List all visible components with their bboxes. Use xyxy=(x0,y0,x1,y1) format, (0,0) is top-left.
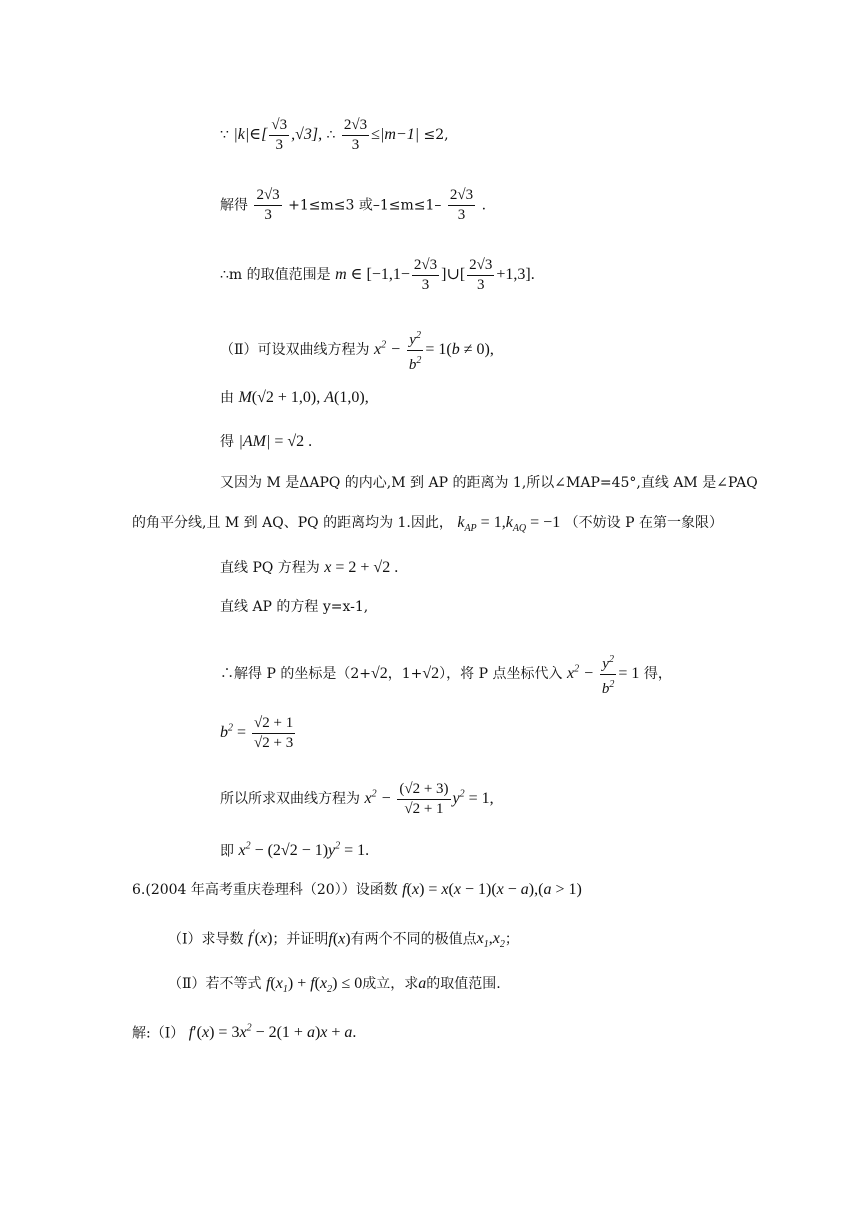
line-pq xyxy=(220,560,398,576)
line-text: ），将 P 点坐标代入 xyxy=(439,666,563,683)
formula-m-set: m ∈ [−1,1− $\frac{2√3}{3}$ ]∪[ $\frac{2√3}{3}$ +1,3]. xyxy=(335,257,535,293)
line-text: ∴m 的取值范围是 xyxy=(220,267,331,284)
line-text: 即 xyxy=(220,843,234,860)
formula-hyperbola-sub: $x^2$ − $\frac{y^2}{b^2}$ = 1 xyxy=(567,665,639,682)
formula-derivative: $f'(x) = 3x^2 - 2(1 + a)x + a$. xyxy=(188,1023,357,1042)
formula-result: $x^2$ − $\frac{(√2 + 3)}{√2 + 1}$ $y^2 = 1$, xyxy=(364,781,494,817)
line-ap xyxy=(220,600,368,614)
line-text: 得， xyxy=(643,666,672,683)
solution-line xyxy=(132,1024,356,1041)
line-text: （Ⅱ）若不等式 xyxy=(168,976,262,992)
formula-fprime: f′(x) xyxy=(247,929,273,948)
line-p-coords xyxy=(220,650,672,699)
line-m-range xyxy=(220,256,535,295)
line-b-squared xyxy=(220,714,297,753)
therefore-symbol: ∴ xyxy=(326,127,336,144)
formula-f: f(x) xyxy=(328,930,351,948)
line-text: ≤2, xyxy=(423,127,449,144)
formula-x1x2: $x_1,x_2$ xyxy=(476,930,505,951)
formula-k-range: |k|∈[ $\frac{√3}{3}$ ,√3], xyxy=(233,117,323,153)
line-text: 成立，求 xyxy=(362,976,419,992)
fraction: $\frac{2√3}{3}$ xyxy=(256,187,280,223)
question-6 xyxy=(132,882,582,898)
formula-m-ineq: $\frac{2√3}{3}$ ≤|m−1| xyxy=(343,117,420,153)
line-text: 由 xyxy=(220,390,234,406)
line-result xyxy=(220,780,494,819)
formula-f: f(x) = x(x − 1)(x − a),(a > 1) xyxy=(402,881,582,898)
formula-sqrt2: √2 xyxy=(370,665,388,683)
line-text: 有两个不同的极值点 xyxy=(350,931,477,948)
formula-points: M(√2 + 1,0), A(1,0), xyxy=(238,389,369,406)
formula-sqrt2: √2 xyxy=(422,665,440,683)
line-text: 的取值范围. xyxy=(426,976,501,992)
line-text: . xyxy=(481,197,487,214)
line-text: 得 xyxy=(220,434,234,450)
line-text: 6.(2004 年高考重庆卷理科（20））设函数 xyxy=(132,882,398,898)
fraction: $\frac{2√3}{3}$ xyxy=(449,187,474,223)
question-6-part-2 xyxy=(168,976,501,995)
line-text: （Ⅱ）可设双曲线方程为 xyxy=(220,342,370,359)
line-text: 所以所求双曲线方程为 xyxy=(220,791,360,808)
line-text: +1≤m≤3 或–1≤m≤1– xyxy=(288,197,442,214)
line-text: 直线 PQ 方程为 xyxy=(220,560,320,576)
line-text: 的角平分线,且 M 到 AQ、PQ 的距离均为 1.因此， xyxy=(132,515,453,531)
line-text: ； xyxy=(504,931,519,948)
line-solve-m xyxy=(220,186,486,225)
line-text: （Ⅰ）求导数 xyxy=(168,931,244,948)
line-final xyxy=(220,842,369,859)
line-abs-k-range xyxy=(220,116,449,155)
line-text: 解得 xyxy=(220,197,248,214)
formula-am: |AM| = √2 . xyxy=(238,433,313,450)
formula-hyperbola: $x^2$ − $\frac{y^2}{b^2}$ = 1(b ≠ 0), xyxy=(374,341,494,358)
paragraph-line-1 xyxy=(220,476,758,490)
question-6-part-1 xyxy=(168,930,519,951)
formula-pq: x = 2 + √2 . xyxy=(324,559,399,576)
line-text: 直线 AP 的方程 y=x-1, xyxy=(220,599,369,615)
line-text: ∴解得 P 的坐标是（2+ xyxy=(220,666,371,683)
line-text: 又因为 M 是ΔAPQ 的内心,M 到 AP 的距离为 1,所以∠MAP=45°,直线 AM 是∠PAQ xyxy=(220,475,758,491)
line-points xyxy=(220,390,369,406)
formula-ineq: $f(x_1) + f(x_2) \le 0$ xyxy=(265,975,363,996)
line-hyperbola-eq xyxy=(220,326,494,375)
line-text: ，1+ xyxy=(387,666,423,683)
because-symbol: ∵ xyxy=(220,127,229,144)
paragraph-line-2 xyxy=(132,515,723,534)
line-text: ；并证明 xyxy=(272,931,329,948)
formula-final: $x^2 - (2√2 - 1)y^2 = 1$. xyxy=(238,841,370,860)
line-text: 解:（Ⅰ） xyxy=(132,1025,185,1042)
formula-b-squared: $b^2$ = $\frac{√2 + 1}{√2 + 3}$ xyxy=(220,715,294,751)
line-text: （不妨设 P 在第一象限） xyxy=(564,515,723,531)
formula-a: a xyxy=(418,975,427,992)
formula-slopes: $k_{AP} = 1,k_{AQ} = -1$ xyxy=(457,514,561,535)
line-am xyxy=(220,434,312,450)
